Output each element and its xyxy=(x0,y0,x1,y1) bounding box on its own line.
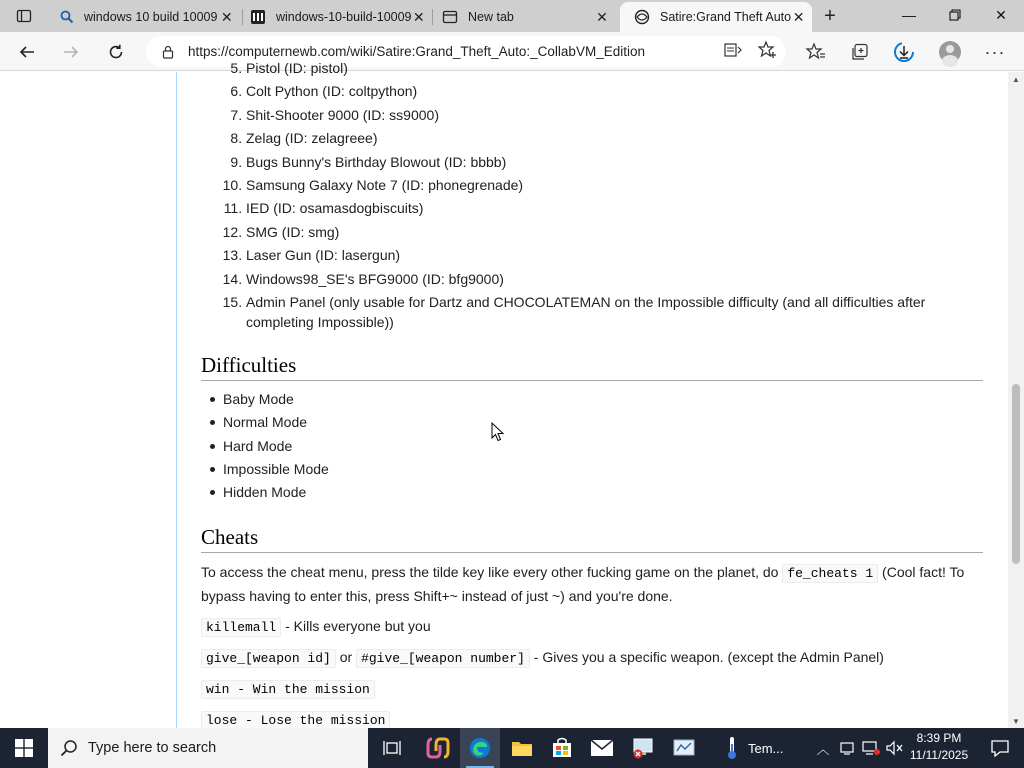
cheat-code: lose - Lose the mission xyxy=(201,711,390,730)
show-hidden-icons-button[interactable] xyxy=(812,728,834,768)
cheats-intro xyxy=(201,561,971,608)
cheat-connector: or xyxy=(335,649,357,666)
ethernet-tray-icon[interactable] xyxy=(860,728,882,768)
edge-taskbar-button[interactable] xyxy=(460,728,500,768)
clock-date: 11/11/2025 xyxy=(909,748,969,762)
tab-strip xyxy=(0,0,1024,32)
list-item: 9. Bugs Bunny's Birthday Blowout (ID: bbbb) xyxy=(246,152,952,172)
section-heading-cheats: Cheats xyxy=(201,524,983,553)
task-view-icon xyxy=(383,740,401,756)
list-item: 8. Zelag (ID: zelagreee) xyxy=(246,128,952,148)
windows-logo-icon xyxy=(15,739,33,757)
refresh-button[interactable] xyxy=(100,36,132,68)
mouse-cursor-icon xyxy=(491,422,505,442)
minimize-button[interactable] xyxy=(886,0,932,30)
cheats-intro-text: (Cool fact! To bypass having to enter this, press Shift+~ instead of just ~) and you're done. xyxy=(201,564,965,605)
tab-actions-icon xyxy=(16,8,32,24)
store-button[interactable] xyxy=(542,728,582,768)
windows-taskbar xyxy=(0,728,1024,768)
close-icon: ✕ xyxy=(995,6,1007,23)
cheat-code: fe_cheats 1 xyxy=(782,564,878,583)
network-tray-icon[interactable] xyxy=(836,728,858,768)
list-item: Hard Mode xyxy=(223,436,1008,456)
lock-icon[interactable] xyxy=(154,45,182,59)
page-viewport xyxy=(0,60,1008,729)
task-view-button[interactable] xyxy=(372,728,412,768)
close-window-button[interactable] xyxy=(978,0,1024,30)
list-item: Normal Mode xyxy=(223,412,1008,432)
back-arrow-icon xyxy=(18,43,36,61)
control-panel-button[interactable] xyxy=(664,728,704,768)
new-tab-button[interactable] xyxy=(816,3,844,29)
list-item: 13. Laser Gun (ID: lasergun) xyxy=(246,245,952,265)
plus-icon: + xyxy=(824,4,836,27)
scroll-up-arrow-icon[interactable]: ▲ xyxy=(1012,74,1020,84)
search-icon xyxy=(60,739,78,757)
cheat-description: - Kills everyone but you xyxy=(281,618,431,635)
notification-icon xyxy=(991,739,1009,757)
tab-title: Satire:Grand Theft Auto xyxy=(660,10,792,24)
refresh-icon xyxy=(107,43,125,61)
restore-icon xyxy=(949,9,961,21)
weapons-list xyxy=(246,58,1008,332)
list-item: Impossible Mode xyxy=(223,459,1008,479)
chevron-up-icon: ︿ xyxy=(816,741,830,757)
volume-muted-icon[interactable] xyxy=(884,728,906,768)
list-item: 12. SMG (ID: smg) xyxy=(246,222,952,242)
cheat-description: - Gives you a specific weapon. (except the Admin Panel) xyxy=(529,649,884,666)
cheat-code: give_[weapon id] xyxy=(201,649,336,668)
thermometer-icon xyxy=(726,736,738,760)
close-tab-icon[interactable]: ✕ xyxy=(596,8,608,25)
cheat-line xyxy=(201,615,1008,639)
close-tab-icon[interactable]: ✕ xyxy=(220,8,233,25)
list-item: 7. Shit-Shooter 9000 (ID: ss9000) xyxy=(246,105,952,125)
list-item: 14. Windows98_SE's BFG9000 (ID: bfg9000) xyxy=(246,269,952,289)
url-text[interactable]: https://computernewb.com/wiki/Satire:Grand_Theft_Auto:_CollabVM_Edition xyxy=(188,44,645,59)
more-options-icon: ··· xyxy=(984,41,1006,62)
tab-new-tab[interactable] xyxy=(428,2,620,32)
mail-icon xyxy=(590,739,614,757)
restore-button[interactable] xyxy=(932,0,978,30)
clock-time: 8:39 PM xyxy=(916,731,962,745)
list-item: 5. Pistol (ID: pistol) xyxy=(246,58,952,78)
tab-title: New tab xyxy=(468,10,514,24)
edge-icon xyxy=(468,736,492,760)
taskbar-search-box[interactable] xyxy=(48,728,368,768)
list-item: 11. IED (ID: osamasdogbiscuits) xyxy=(246,198,952,218)
list-item: 10. Samsung Galaxy Note 7 (ID: phonegrenade) xyxy=(246,175,952,195)
difficulties-list xyxy=(223,389,1008,502)
back-button[interactable] xyxy=(11,36,43,68)
file-explorer-button[interactable] xyxy=(502,728,542,768)
store-icon xyxy=(551,737,573,759)
scrollbar-thumb[interactable] xyxy=(1012,384,1020,564)
cheat-code: #give_[weapon number] xyxy=(356,649,530,668)
search-icon xyxy=(60,9,74,25)
page-scrollbar[interactable] xyxy=(1008,72,1024,728)
close-tab-icon[interactable]: ✕ xyxy=(792,8,805,25)
system-clock[interactable] xyxy=(906,730,972,766)
forward-arrow-icon xyxy=(62,43,80,61)
tab-satire-gta[interactable] xyxy=(620,2,812,32)
copilot-icon xyxy=(426,737,450,759)
control-panel-icon xyxy=(672,737,696,759)
section-heading-difficulties: Difficulties xyxy=(201,352,983,381)
tab-windows-10-search[interactable] xyxy=(46,2,242,32)
close-tab-icon[interactable]: ✕ xyxy=(412,8,425,25)
cheats-intro-text: To access the cheat menu, press the tilde key like every other fucking game on the planet, do xyxy=(201,564,783,581)
cheat-code: win - Win the mission xyxy=(201,680,375,699)
cheat-line xyxy=(201,677,1008,701)
tab-title: windows 10 build 10009 xyxy=(84,10,218,24)
list-item: 6. Colt Python (ID: coltpython) xyxy=(246,81,952,101)
tab-title: windows-10-build-10009 xyxy=(276,10,412,24)
article-content xyxy=(177,58,1008,732)
list-item: 15. Admin Panel (only usable for Dartz and CHOCOLATEMAN on the Impossible difficulty (and all difficulties after completing Impossible)) xyxy=(246,292,952,332)
start-button[interactable] xyxy=(0,728,48,768)
archive-icon xyxy=(250,9,266,25)
list-item: Hidden Mode xyxy=(223,482,1008,502)
minimize-icon: — xyxy=(902,7,916,23)
mail-button[interactable] xyxy=(582,728,622,768)
copilot-button[interactable] xyxy=(418,728,458,768)
list-item: Baby Mode xyxy=(223,389,1008,409)
tab-actions-button[interactable] xyxy=(4,2,44,30)
cheat-code: killemall xyxy=(201,618,281,637)
cheat-line xyxy=(201,646,1008,670)
network-app-button[interactable] xyxy=(624,728,664,768)
temperature-app-button[interactable] xyxy=(712,728,804,768)
folder-icon xyxy=(511,739,533,757)
tab-windows-10-archive[interactable] xyxy=(236,2,432,32)
newtab-icon xyxy=(442,9,458,25)
network-error-icon xyxy=(632,737,656,759)
search-placeholder: Type here to search xyxy=(88,740,217,756)
wiki-icon xyxy=(634,9,650,25)
temperature-app-label: Tem... xyxy=(748,740,784,756)
scroll-down-arrow-icon[interactable]: ▼ xyxy=(1012,716,1020,726)
notification-center-button[interactable] xyxy=(980,728,1020,768)
forward-button[interactable] xyxy=(55,36,87,68)
